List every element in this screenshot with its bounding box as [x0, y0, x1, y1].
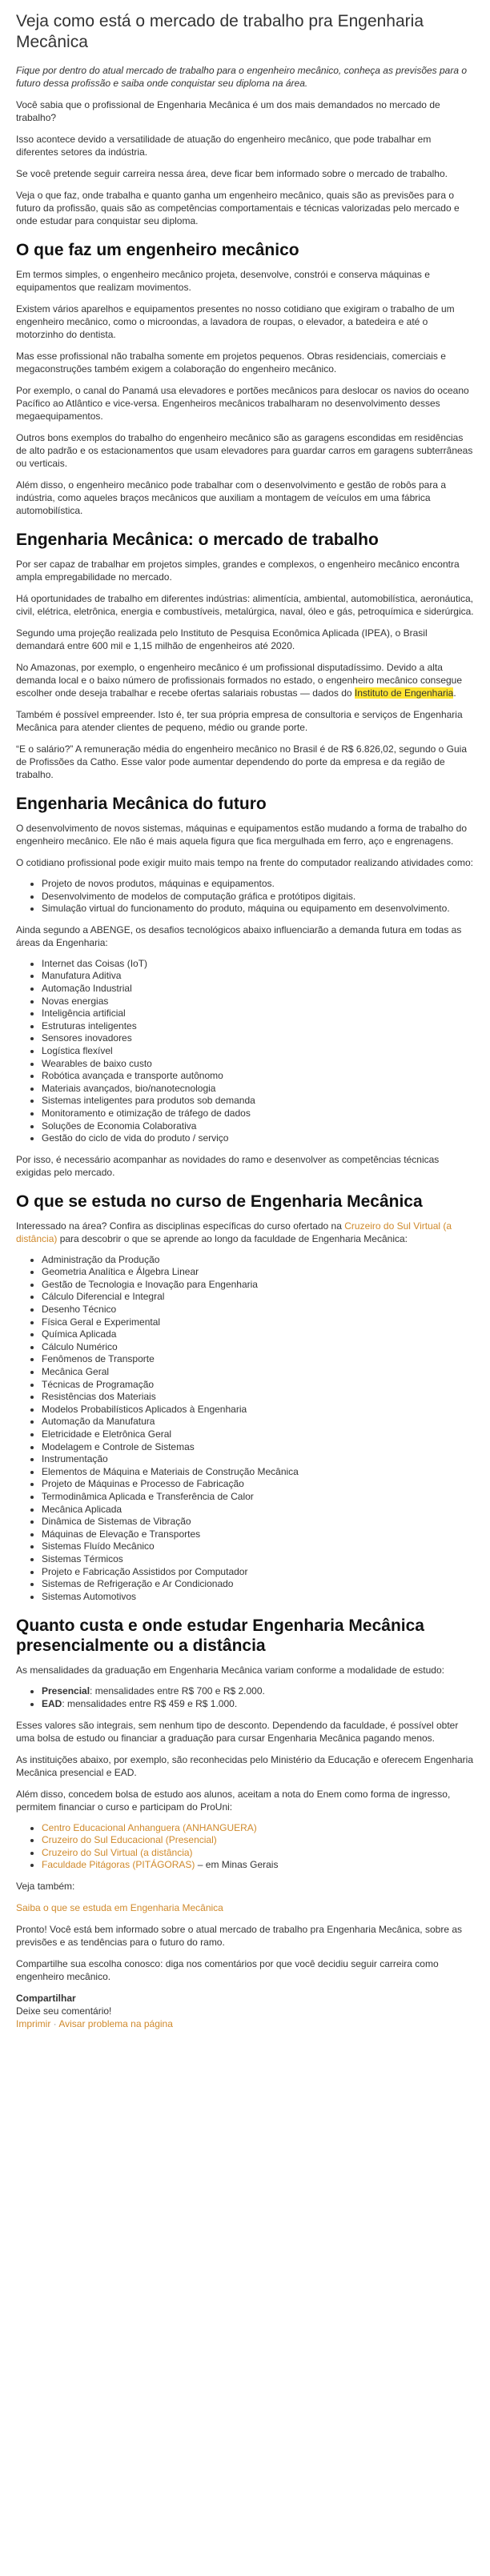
subject-item: • Eletricidade e Eletrônica Geral	[42, 1428, 474, 1441]
subject-item: • Mecânica Geral	[42, 1366, 474, 1379]
subjects-list	[16, 1254, 474, 1604]
school-link[interactable]: Cruzeiro do Sul Educacional (Presencial)	[42, 1834, 217, 1846]
section5-paragraph-2: Esses valores são integrais, sem nenhum tipo de desconto. Dependendo da faculdade, é possível obter uma bolsa de estudo ou financiar a graduação para cursar Engenharia Mecânica pagando menos.	[16, 1719, 459, 1744]
price-item	[42, 1698, 474, 1711]
page-title: Veja como está o mercado de trabalho pra Engenharia Mecânica	[16, 12, 424, 51]
challenge-item: • Internet das Coisas (IoT)	[42, 958, 474, 971]
section1-paragraph-2: Existem vários aparelhos e equipamentos presentes no nosso cotidiano que exigiram o trabalho de um engenheiro mecânico, como o microondas, a lavadora de roupas, o elevador, a batedeira e até o motorzinho do dentista.	[16, 303, 455, 340]
section2-paragraph-5: Também é possível empreender. Isto é, ter sua própria empresa de consultoria e serviços de Engenharia Mecânica para atender clientes de pequeno, médio ou grande porte.	[16, 709, 463, 733]
activities-list	[16, 878, 474, 915]
section-heading-future: Engenharia Mecânica do futuro	[16, 795, 267, 813]
challenge-item: • Estruturas inteligentes	[42, 1020, 474, 1033]
challenge-item: • Sistemas inteligentes para produtos sob demanda	[42, 1095, 474, 1108]
section5-paragraph-1: As mensalidades da graduação em Engenharia Mecânica variam conforme a modalidade de estudo:	[16, 1665, 444, 1677]
subject-item: • Termodinâmica Aplicada e Transferência de Calor	[42, 1491, 474, 1504]
section3-paragraph-3: Ainda segundo a ABENGE, os desafios tecnológicos abaixo influenciarão a demanda futura em todas as áreas da Engenharia:	[16, 923, 462, 948]
footer-separator: ·	[53, 2017, 57, 2029]
section4-paragraph-1-end: para descobrir o que se aprende ao longo da faculdade de Engenharia Mecânica:	[57, 1232, 408, 1244]
subject-item: • Dinâmica de Sistemas de Vibração	[42, 1516, 474, 1528]
challenges-list	[16, 958, 474, 1145]
schools-list	[16, 1822, 474, 1872]
challenge-item: • Wearables de baixo custo	[42, 1058, 474, 1071]
prices-list	[16, 1685, 474, 1710]
subject-item: • Projeto e Fabricação Assistidos por Computador	[42, 1566, 474, 1579]
subject-item: • Modelos Probabilísticos Aplicados à Engenharia	[42, 1404, 474, 1416]
subject-item: • Técnicas de Programação	[42, 1379, 474, 1392]
see-also-paragraph	[16, 1901, 474, 1914]
section1-paragraph-3: Mas esse profissional não trabalha somente em projetos pequenos. Obras residenciais, comerciais e megaconstruções também exigem a colaboração do engenheiro mecânico.	[16, 351, 446, 375]
school-item	[42, 1822, 474, 1835]
footer-links	[16, 2017, 474, 2030]
school-suffix: – em Minas Gerais	[195, 1859, 279, 1871]
subject-item: • Mecânica Aplicada	[42, 1504, 474, 1516]
subject-item: • Cálculo Numérico	[42, 1341, 474, 1354]
section2-paragraph-3: Segundo uma projeção realizada pelo Instituto de Pesquisa Econômica Aplicada (IPEA), o Brasil demandará entre 600 mil e 1,15 milhão de engenheiros até 2020.	[16, 627, 428, 651]
section-heading-cost: Quanto custa e onde estudar Engenharia Mecânica presencialmente ou a distância	[16, 1617, 424, 1656]
section-heading-job-market: Engenharia Mecânica: o mercado de trabalho	[16, 531, 379, 549]
section2-paragraph-4	[16, 661, 474, 699]
school-item	[42, 1859, 474, 1872]
price-range: : mensalidades entre R$ 459 e R$ 1.000.	[62, 1697, 238, 1709]
section2-paragraph-2: Há oportunidades de trabalho em diferentes indústrias: alimentícia, ambiental, automobilística, aeronáutica, civil, elétrica, eletrônica, energia e combustíveis, metalúrgica, naval, óleo e gás, petroquímica e siderúrgica.	[16, 593, 474, 617]
subject-item: • Modelagem e Controle de Sistemas	[42, 1441, 474, 1454]
subject-item: • Projeto de Máquinas e Processo de Fabricação	[42, 1478, 474, 1491]
challenge-item: • Logística flexível	[42, 1045, 474, 1058]
intro-paragraph-4: Veja o que faz, onde trabalha e quanto ganha um engenheiro mecânico, quais são as previsões para o futuro da profissão, quais são as competências comportamentais e técnicas valorizadas pelo mercado e onde estudar para conquistar seu diploma.	[16, 190, 460, 226]
activity-item: • Projeto de novos produtos, máquinas e equipamentos.	[42, 878, 474, 891]
challenge-item: • Monitoramento e otimização de tráfego de dados	[42, 1108, 474, 1120]
challenge-item: • Gestão do ciclo de vida do produto / serviço	[42, 1132, 474, 1145]
subject-item: • Física Geral e Experimental	[42, 1316, 474, 1329]
challenge-item: • Soluções de Economia Colaborativa	[42, 1120, 474, 1133]
see-also-label: Veja também:	[16, 1880, 75, 1892]
challenge-item: • Sensores inovadores	[42, 1032, 474, 1045]
price-range: : mensalidades entre R$ 700 e R$ 2.000.	[90, 1685, 265, 1697]
section5-paragraph-4: Além disso, concedem bolsa de estudo aos alunos, aceitam a nota do Enem como forma de ingresso, permitem financiar o curso e participam do ProUni:	[16, 1788, 451, 1813]
highlighted-source: Instituto de Engenharia	[354, 687, 454, 699]
challenge-item: • Manufatura Aditiva	[42, 970, 474, 983]
intro-paragraph-3: Se você pretende seguir carreira nessa área, deve ficar bem informado sobre o mercado de trabalho.	[16, 168, 448, 179]
subject-item: • Sistemas Automotivos	[42, 1591, 474, 1604]
school-item	[42, 1834, 474, 1847]
subject-item: • Geometria Analítica e Álgebra Linear	[42, 1266, 474, 1279]
see-also-link[interactable]: Saiba o que se estuda em Engenharia Mecânica	[16, 1901, 223, 1913]
section5-paragraph-6: Compartilhe sua escolha conosco: diga nos comentários por que você decidiu seguir carreira como engenheiro mecânico.	[16, 1957, 439, 1982]
subject-item: • Administração da Produção	[42, 1254, 474, 1267]
cruzeiro-virtual-link[interactable]: Cruzeiro do Sul Virtual (a distância)	[16, 1220, 452, 1244]
share-title: Compartilhar	[16, 1992, 76, 2004]
section5-paragraph-5: Pronto! Você está bem informado sobre o atual mercado de trabalho pra Engenharia Mecânica, sobre as previsões e as tendências para o futuro do ramo.	[16, 1923, 462, 1948]
subject-item: • Fenômenos de Transporte	[42, 1353, 474, 1366]
section3-paragraph-4: Por isso, é necessário acompanhar as novidades do ramo e desenvolver as competências técnicas exigidas pelo mercado.	[16, 1153, 440, 1178]
challenge-item: • Automação Industrial	[42, 983, 474, 996]
subject-item: • Química Aplicada	[42, 1328, 474, 1341]
school-link[interactable]: Faculdade Pitágoras (PITÁGORAS)	[42, 1859, 195, 1871]
intro-paragraph-1: Você sabia que o profissional de Engenharia Mecânica é um dos mais demandados no mercado de trabalho?	[16, 99, 440, 123]
challenge-item: • Robótica avançada e transporte autônomo	[42, 1070, 474, 1083]
section5-paragraph-3: As instituições abaixo, por exemplo, são reconhecidas pelo Ministério da Educação e oferecem Engenharia Mecânica presencial e EAD.	[16, 1753, 473, 1778]
subject-item: • Resistências dos Materiais	[42, 1391, 474, 1404]
challenge-item: • Inteligência artificial	[42, 1008, 474, 1020]
subject-item: • Sistemas Fluído Mecânico	[42, 1540, 474, 1553]
intro-paragraph-2: Isso acontece devido a versatilidade de atuação do engenheiro mecânico, que pode trabalhar em diferentes setores da indústria.	[16, 134, 432, 158]
subject-item: • Sistemas de Refrigeração e Ar Condicionado	[42, 1578, 474, 1591]
challenge-item: • Materiais avançados, bio/nanotecnologia	[42, 1083, 474, 1096]
price-mode: EAD	[42, 1697, 62, 1709]
section1-paragraph-4: Por exemplo, o canal do Panamá usa elevadores e portões mecânicos para deslocar os navios do oceano Pacífico ao Atlântico e vice-versa. Engenheiros mecânicos trabalharam no desenvolvimento desses megaequipamentos.	[16, 385, 469, 422]
price-item	[42, 1685, 474, 1698]
activity-item: • Desenvolvimento de modelos de computação gráfica e protótipos digitais.	[42, 891, 474, 903]
subject-item: • Gestão de Tecnologia e Inovação para Engenharia	[42, 1279, 474, 1292]
school-link[interactable]: Centro Educacional Anhanguera (ANHANGUERA)	[42, 1821, 257, 1833]
activity-item: • Simulação virtual do funcionamento do produto, máquina ou equipamento em desenvolvimento.	[42, 903, 474, 915]
section2-paragraph-6: “E o salário?” A remuneração média do engenheiro mecânico no Brasil é de R$ 6.826,02, segundo o Guia de Profissões da Catho. Esse valor pode aumentar dependendo do porte da empresa e da região de trabalho.	[16, 743, 468, 780]
price-mode: Presencial	[42, 1685, 90, 1697]
subject-item: • Sistemas Térmicos	[42, 1553, 474, 1566]
section1-paragraph-1: Em termos simples, o engenheiro mecânico projeta, desenvolve, constrói e conserva máquinas e equipamentos que realizam movimentos.	[16, 269, 430, 293]
subject-item: • Instrumentação	[42, 1453, 474, 1466]
section3-paragraph-1: O desenvolvimento de novos sistemas, máquinas e equipamentos estão mudando a forma de trabalho do engenheiro mecânico. Ele não é mais aquela figura que fica mergulhada em ferro, aço e engrenagens.	[16, 823, 468, 847]
section2-paragraph-4-text: No Amazonas, por exemplo, o engenheiro mecânico é um profissional disputadíssimo. Devido a alta demanda local e o baixo número de profissionais formados no estado, o engenheiro mecânico consegue escolher onde deseja trabalhar e recebe ofertas salariais robustas — dados do	[16, 662, 463, 699]
section2-paragraph-1: Por ser capaz de trabalhar em projetos simples, grandes e complexos, o engenheiro mecânico encontra ampla empregabilidade no mercado.	[16, 559, 460, 583]
print-link[interactable]: Imprimir	[16, 2017, 51, 2029]
subject-item: • Automação da Manufatura	[42, 1416, 474, 1428]
challenge-item: • Novas energias	[42, 996, 474, 1008]
school-item	[42, 1847, 474, 1860]
section-heading-what-does: O que faz um engenheiro mecânico	[16, 241, 299, 259]
subject-item: • Máquinas de Elevação e Transportes	[42, 1528, 474, 1541]
subject-item: • Desenho Técnico	[42, 1304, 474, 1316]
section1-paragraph-6: Além disso, o engenheiro mecânico pode trabalhar com o desenvolvimento e gestão de robôs para a indústria, como aqueles braços mecânicos que auxiliam a montagem de veículos em uma fábrica automobilística.	[16, 479, 446, 516]
section2-paragraph-4-end: .	[453, 687, 456, 699]
intro-lead: Fique por dentro do atual mercado de trabalho para o engenheiro mecânico, conheça as previsões para o futuro dessa profissão e saiba onde conquistar seu diploma na área.	[16, 65, 468, 89]
section4-paragraph-1	[16, 1220, 474, 1245]
footer	[16, 1992, 474, 2030]
comment-label: Deixe seu comentário!	[16, 2005, 112, 2017]
subject-item: • Elementos de Máquina e Materiais de Construção Mecânica	[42, 1466, 474, 1479]
section-heading-curriculum: O que se estuda no curso de Engenharia Mecânica	[16, 1192, 423, 1211]
section3-paragraph-2: O cotidiano profissional pode exigir muito mais tempo na frente do computador realizando atividades como:	[16, 857, 473, 868]
school-link[interactable]: Cruzeiro do Sul Virtual (a distância)	[42, 1846, 193, 1858]
section4-paragraph-1-text: Interessado na área? Confira as disciplinas específicas do curso ofertado na	[16, 1220, 345, 1232]
subject-item: • Cálculo Diferencial e Integral	[42, 1291, 474, 1304]
section1-paragraph-5: Outros bons exemplos do trabalho do engenheiro mecânico são as garagens escondidas em residências de alto padrão e os estacionamentos que usam elevadores para guardar carros em garagens subterrâneas ou verticais.	[16, 432, 473, 469]
report-problem-link[interactable]: Avisar problema na página	[58, 2017, 173, 2029]
